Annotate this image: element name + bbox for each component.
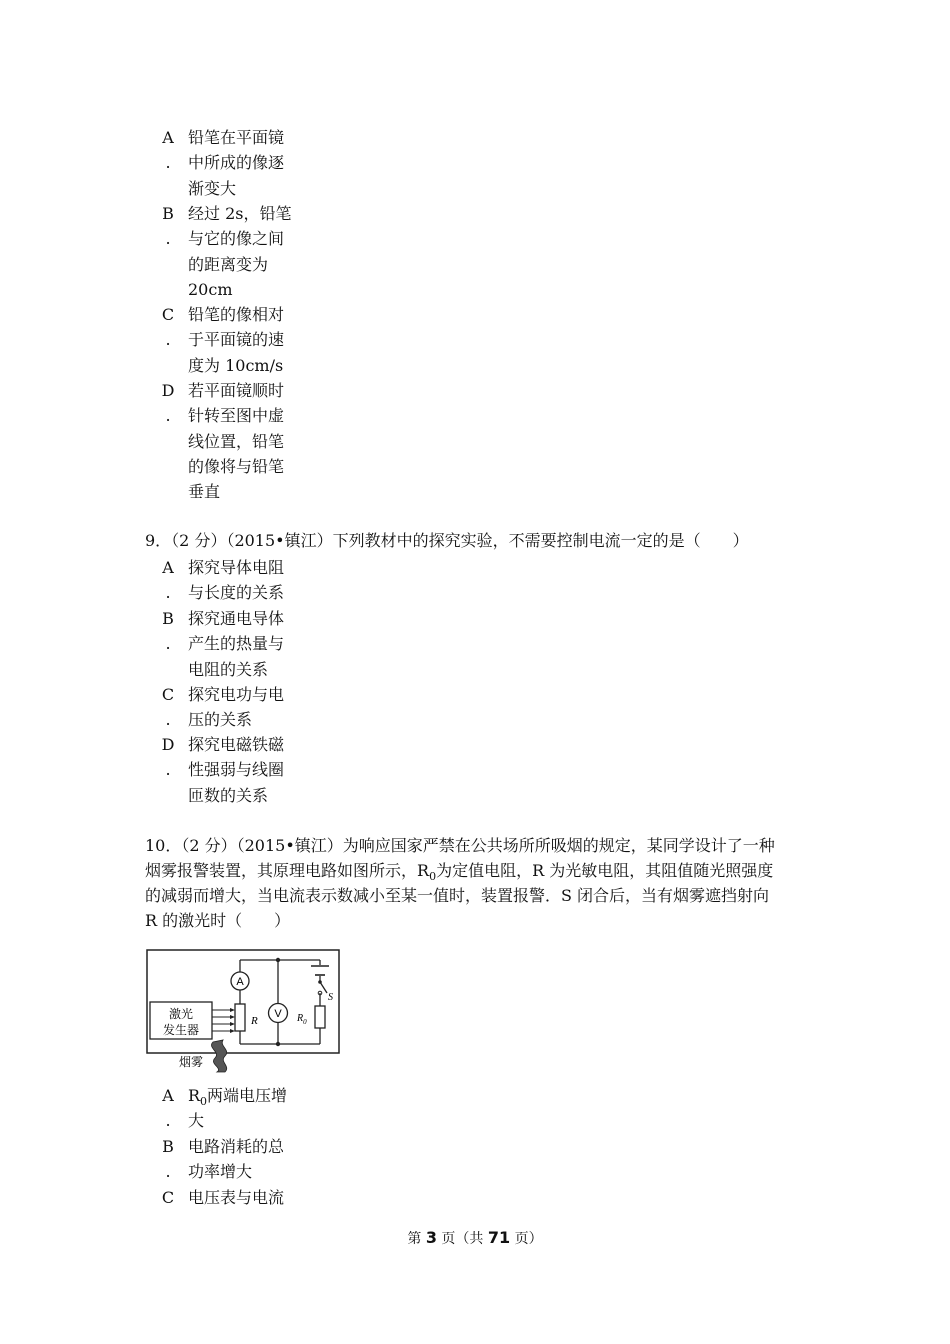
option-text: 电阻的关系 — [188, 659, 269, 679]
resistor-label: R — [251, 1015, 258, 1027]
option-text: 探究电磁铁磁 — [188, 735, 285, 754]
option-letter: D — [161, 381, 175, 400]
option-text: 性强弱与线圈 — [188, 760, 285, 780]
q9-stem: 9．（2 分）（2015•镇江）下列教材中的探究实验，不需要控制电流一定的是（ ） — [145, 531, 749, 550]
switch-label: S — [328, 992, 333, 1003]
option-text: 电路消耗的总 — [188, 1137, 285, 1156]
option-text: 匝数的关系 — [188, 785, 269, 805]
option-text: 与它的像之间 — [188, 229, 285, 249]
option-letter: C — [161, 685, 175, 704]
option-text: 与长度的关系 — [188, 583, 285, 603]
option-text: 产生的热量与 — [188, 634, 285, 654]
option-text: 铅笔在平面镜 — [188, 128, 285, 147]
option-text: 线位置，铅笔 — [188, 431, 285, 451]
option-text: 压的关系 — [188, 710, 253, 730]
fixed-resistor — [315, 1006, 325, 1028]
option-text: 铅笔的像相对 — [188, 305, 285, 324]
voltmeter-label: V — [274, 1008, 282, 1020]
circuit-diagram — [145, 948, 343, 1073]
option-text: 功率增大 — [188, 1162, 253, 1182]
option-text: $R_0$两端电压增 — [188, 1086, 288, 1109]
option-text: 20cm — [188, 279, 233, 299]
option-text: 垂直 — [188, 482, 221, 502]
option-text: 的距离变为 — [188, 254, 269, 274]
option-letter: A — [162, 558, 174, 577]
smoke-label: 烟雾 — [178, 1055, 204, 1069]
option-text: 探究导体电阻 — [188, 558, 285, 577]
option-text: 度为 10cm/s — [188, 355, 284, 375]
option-letter: B — [162, 204, 174, 223]
svg-text:R0 — [296, 1013, 307, 1026]
laser-label-line1: 激光 — [168, 1007, 194, 1021]
option-letter: B — [162, 1137, 174, 1156]
laser-label-line2: 发生器 — [162, 1023, 200, 1037]
option-text: 探究电功与电 — [188, 685, 285, 704]
option-text: 渐变大 — [188, 178, 237, 198]
page-footer: 第 3 页（共 71 页） — [407, 1228, 543, 1247]
photoresistor — [235, 1004, 245, 1031]
page-total: 71 — [487, 1228, 511, 1247]
page-number: 3 — [425, 1228, 437, 1247]
option-letter: D — [161, 735, 175, 754]
q10-stem-line3: 的减弱而增大，当电流表示数减小至某一值时，装置报警．S 闭合后，当有烟雾遮挡射向 — [145, 886, 770, 905]
option-letter: C — [161, 305, 175, 324]
q10-stem-line1: 10．（2 分）（2015•镇江）为响应国家严禁在公共场所所吸烟的规定，某同学设计了一种 — [145, 836, 775, 855]
option-letter: C — [161, 1188, 175, 1207]
option-letter: A — [162, 128, 174, 147]
option-text: 的像将与铅笔 — [188, 456, 285, 476]
option-text: 大 — [188, 1111, 205, 1131]
option-text: 若平面镜顺时 — [188, 381, 285, 400]
option-text: 经过 2s，铅笔 — [188, 204, 292, 223]
ammeter-label: A — [236, 976, 244, 988]
option-text: 中所成的像逐 — [188, 153, 285, 173]
option-text: 探究通电导体 — [188, 609, 285, 628]
r0-label: R — [297, 1013, 304, 1024]
option-text: 电压表与电流 — [188, 1188, 285, 1207]
option-letter: B — [162, 609, 174, 628]
q10-stem-line2: 烟雾报警装置，其原理电路如图所示，$R_0$为定值电阻，R 为光敏电阻，其阻值随光照强度 — [145, 861, 774, 884]
option-text: 于平面镜的速 — [188, 330, 285, 350]
option-text: 针转至图中虚 — [188, 406, 285, 426]
q10-stem-line4: R 的激光时（ ） — [145, 911, 291, 930]
option-letter: A — [162, 1086, 174, 1105]
r0-subscript: 0 — [303, 1018, 307, 1026]
smoke-icon — [211, 1040, 226, 1072]
